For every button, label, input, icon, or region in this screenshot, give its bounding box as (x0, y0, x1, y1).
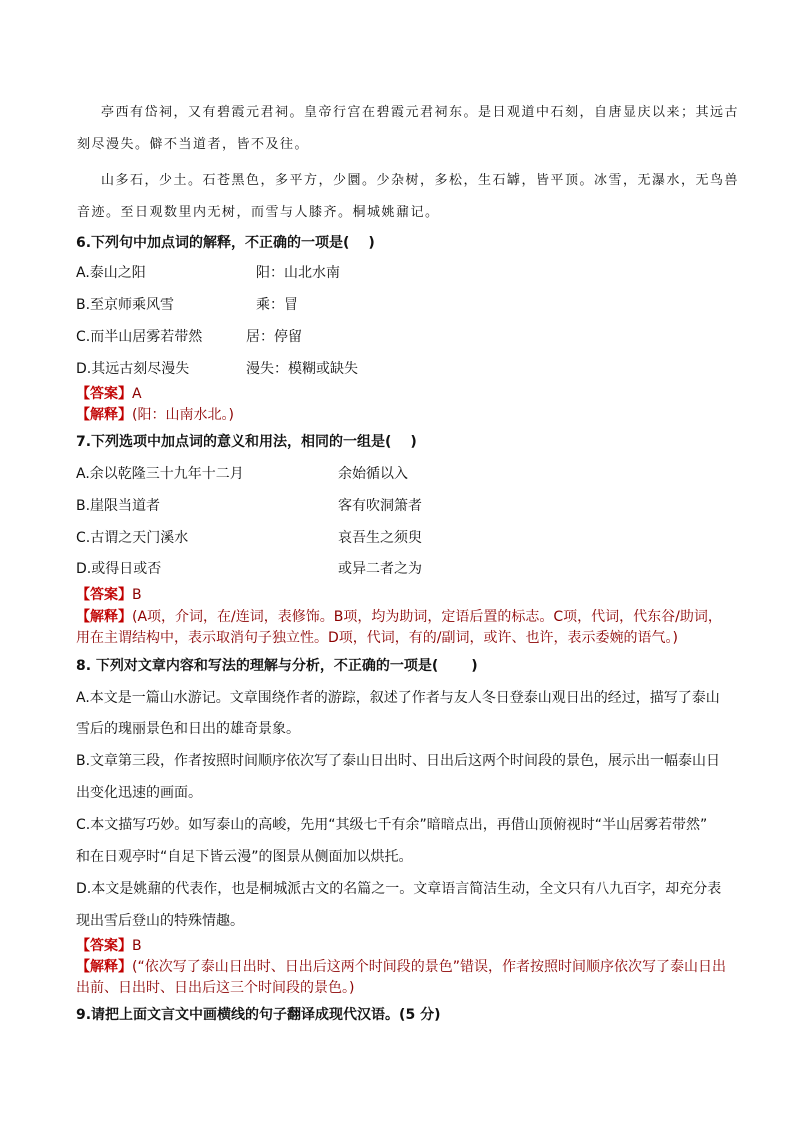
q8-option-c-line2: 和在日观亭时“自足下皆云漫”的图景从侧面加以烘托。 (76, 849, 413, 865)
explain-text: (“依次写了泰山日出时、日出后这两个时间段的景色”错误，作者按照时间顺序依次写了泰山日出 (132, 959, 726, 975)
q8-explanation-cont: 出前、日出时、日出后这三个时间段的景色。) (76, 980, 355, 996)
option-text: B.崖限当道者 (76, 498, 161, 514)
q7-explanation (76, 606, 722, 626)
q8-option-b-line1: B.文章第三段，作者按照时间顺序依次写了泰山日出时、日出后这两个时间段的景色，展示出一幅泰山日 (76, 753, 721, 769)
option-text: C.而半山居雾若带然 (76, 329, 203, 345)
option-text: A.泰山之阳 (76, 265, 146, 281)
q7-explanation-cont: 用在主谓结构中，表示取消句子独立性。D项，代词，有的/副词，或许、也许，表示委婉的语气。) (76, 630, 678, 646)
q8-option-b-line2: 出变化迅速的画面。 (76, 785, 202, 801)
explain-tag: 【解释】 (76, 609, 132, 625)
option-explanation: 居：停留 (246, 329, 302, 345)
answer-value: A (132, 386, 142, 402)
answer-value: B (132, 587, 142, 603)
option-explanation: 阳：山北水南 (256, 265, 340, 281)
question-8-stem: 8. 下列对文章内容和写法的理解与分析，不正确的一项是( ) (76, 658, 478, 674)
passage-line: 亭西有岱祠，又有碧霞元君祠。皇帝行宫在碧霞元君祠东。是日观道中石刻，自唐显庆以来；其远古 (101, 105, 740, 120)
explain-text: (A项，介词，在/连词，表修饰。B项，均为助词，定语后置的标志。C项，代词，代东谷/助词， (132, 609, 722, 625)
passage-line: 山多石，少土。石苍黑色，多平方，少圜。少杂树，多松，生石罅，皆平顶。冰雪，无瀑水，无鸟兽 (101, 173, 740, 188)
option-text: A.余以乾隆三十九年十二月 (76, 466, 244, 482)
explain-text: (阳：山南水北。) (132, 407, 234, 423)
answer-tag: 【答案】 (76, 938, 132, 954)
option-text: B.至京师乘风雪 (76, 297, 175, 313)
answer-tag: 【答案】 (76, 386, 132, 402)
q8-option-a-line2: 雪后的瑰丽景色和日出的雄奇景象。 (76, 721, 300, 737)
passage-line: 刻尽漫失。僻不当道者，皆不及往。 (77, 137, 310, 152)
option-explanation: 乘：冒 (256, 297, 298, 313)
question-9-stem: 9.请把上面文言文中画横线的句子翻译成现代汉语。(5 分) (76, 1007, 441, 1023)
option-compare: 或异二者之为 (338, 561, 422, 577)
q6-explanation (76, 404, 234, 424)
q8-answer (76, 935, 142, 955)
question-7-stem: 7.下列选项中加点词的意义和用法，相同的一组是( ) (76, 434, 417, 450)
answer-value: B (132, 938, 142, 954)
option-text: C.古谓之天门溪水 (76, 530, 189, 546)
option-text: D.其远古刻尽漫失 (76, 361, 190, 377)
explain-tag: 【解释】 (76, 407, 132, 423)
answer-tag: 【答案】 (76, 587, 132, 603)
q8-option-d-line2: 现出雪后登山的特殊情趣。 (76, 913, 244, 929)
option-compare: 哀吾生之须臾 (338, 530, 422, 546)
q8-option-d-line1: D.本文是姚鼐的代表作，也是桐城派古文的名篇之一。文章语言简洁生动，全文只有八九百字，却充分表 (76, 881, 722, 897)
q8-explanation (76, 956, 726, 976)
option-compare: 余始循以入 (338, 466, 408, 482)
q8-option-c-line1: C.本文描写巧妙。如写泰山的高峻，先用“其级七千有余”暗暗点出，再借山顶俯视时“半山居雾若带然” (76, 817, 708, 833)
option-compare: 客有吹洞箫者 (338, 498, 422, 514)
q7-answer (76, 584, 142, 604)
question-6-stem: 6.下列句中加点词的解释，不正确的一项是( ) (76, 235, 375, 251)
option-explanation: 漫失：模糊或缺失 (246, 361, 358, 377)
q8-option-a-line1: A.本文是一篇山水游记。文章围绕作者的游踪，叙述了作者与友人冬日登泰山观日出的经过，描写了泰山 (76, 690, 720, 706)
q6-answer (76, 383, 142, 403)
passage-line: 音迹。至日观数里内无树，而雪与人膝齐。桐城姚鼐记。 (77, 205, 440, 220)
explain-tag: 【解释】 (76, 959, 132, 975)
option-text: D.或得日或否 (76, 561, 162, 577)
